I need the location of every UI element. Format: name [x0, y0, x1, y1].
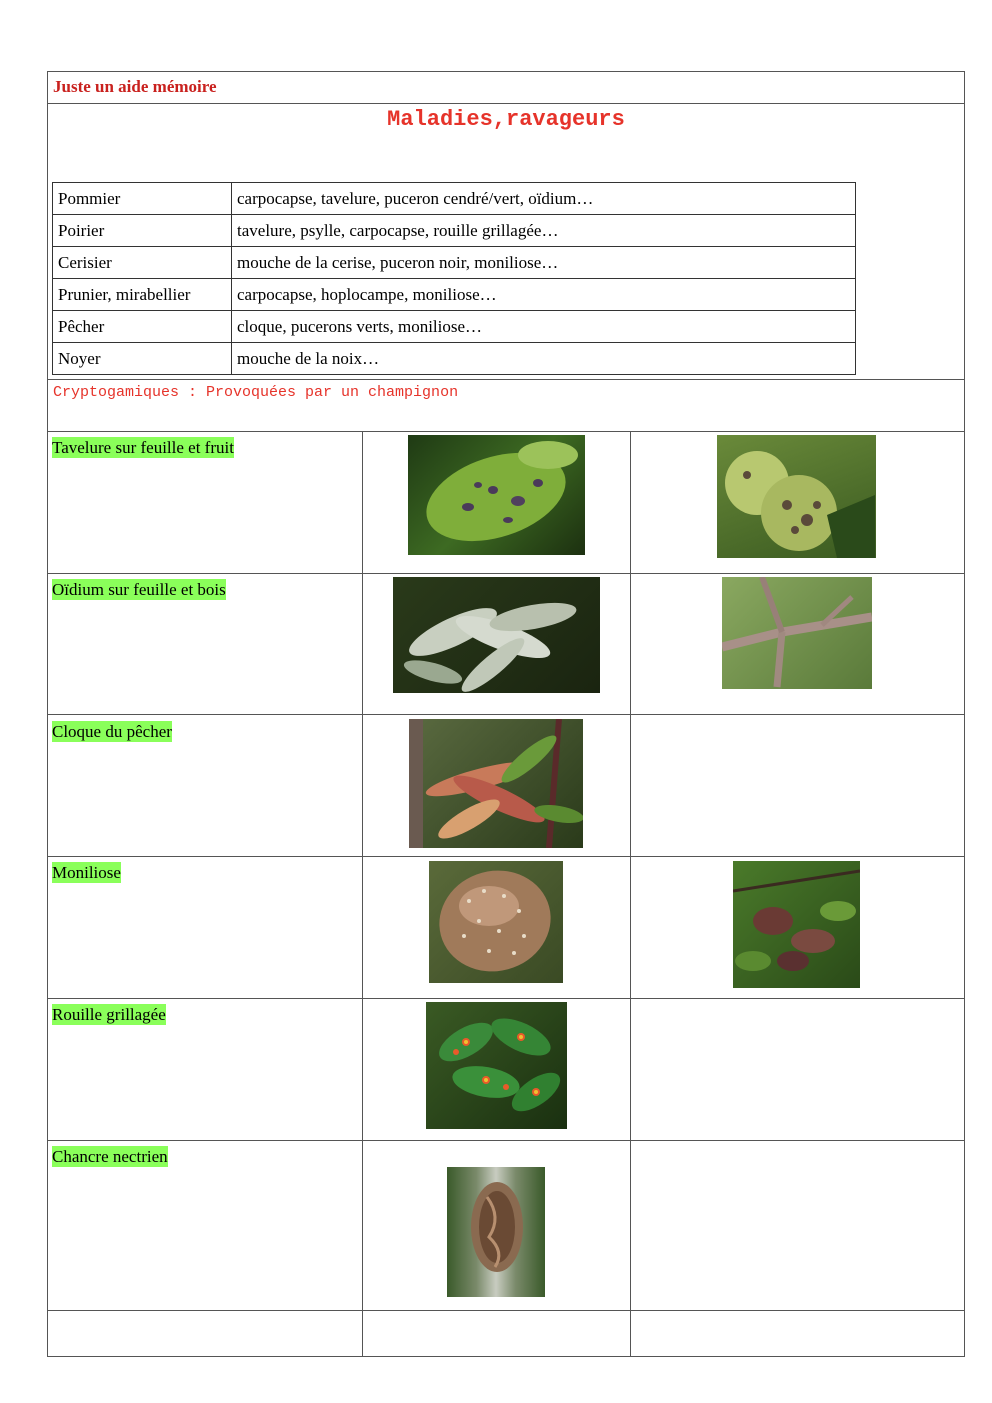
disease-label: Rouille grillagée — [52, 1005, 166, 1024]
table-row — [53, 183, 856, 215]
tree-name: Pommier — [53, 183, 232, 215]
disease-label: Chancre nectrien — [52, 1147, 168, 1166]
table-row — [53, 343, 856, 375]
divider — [47, 103, 965, 104]
table-row — [53, 311, 856, 343]
page-title: Maladies,ravageurs — [387, 107, 625, 132]
tree-name: Prunier, mirabellier — [53, 279, 232, 311]
column-divider — [630, 431, 631, 1357]
tree-name: Cerisier — [53, 247, 232, 279]
divider — [47, 431, 965, 432]
pear-rust-photo — [426, 1002, 567, 1129]
disease-label: Moniliose — [52, 863, 121, 882]
scab-leaf-photo — [408, 435, 585, 555]
scab-fruit-photo — [717, 435, 876, 558]
table-row — [53, 279, 856, 311]
tree-pests: mouche de la noix… — [232, 343, 856, 375]
column-divider — [362, 431, 363, 1357]
section-label: Cryptogamiques : Provoquées par un champignon — [53, 384, 459, 401]
monilia-fruit-photo — [429, 861, 563, 983]
tree-pests: tavelure, psylle, carpocapse, rouille grillagée… — [232, 215, 856, 247]
divider — [47, 856, 965, 857]
divider — [47, 379, 965, 380]
oidium-leaf-photo — [393, 577, 600, 693]
disease-label: Cloque du pêcher — [52, 722, 172, 741]
divider — [47, 573, 965, 574]
tree-name: Poirier — [53, 215, 232, 247]
divider — [47, 1310, 965, 1311]
memo-note: Juste un aide mémoire — [53, 77, 217, 96]
tree-pests: cloque, pucerons verts, moniliose… — [232, 311, 856, 343]
tree-name: Noyer — [53, 343, 232, 375]
divider — [47, 998, 965, 999]
tree-pests: carpocapse, tavelure, puceron cendré/vert, oïdium… — [232, 183, 856, 215]
table-row — [53, 215, 856, 247]
divider — [47, 714, 965, 715]
fruit-tree-table — [52, 182, 856, 375]
disease-label: Oïdium sur feuille et bois — [52, 580, 226, 599]
nectria-canker-photo — [447, 1167, 545, 1297]
table-row — [53, 247, 856, 279]
disease-label: Tavelure sur feuille et fruit — [52, 438, 234, 457]
tree-name: Pêcher — [53, 311, 232, 343]
monilia-branch-photo — [733, 861, 860, 988]
oidium-wood-photo — [722, 577, 872, 689]
divider — [47, 1140, 965, 1141]
document-page — [47, 71, 965, 1357]
tree-pests: carpocapse, hoplocampe, moniliose… — [232, 279, 856, 311]
peach-leaf-curl-photo — [409, 719, 583, 848]
tree-pests: mouche de la cerise, puceron noir, moniliose… — [232, 247, 856, 279]
